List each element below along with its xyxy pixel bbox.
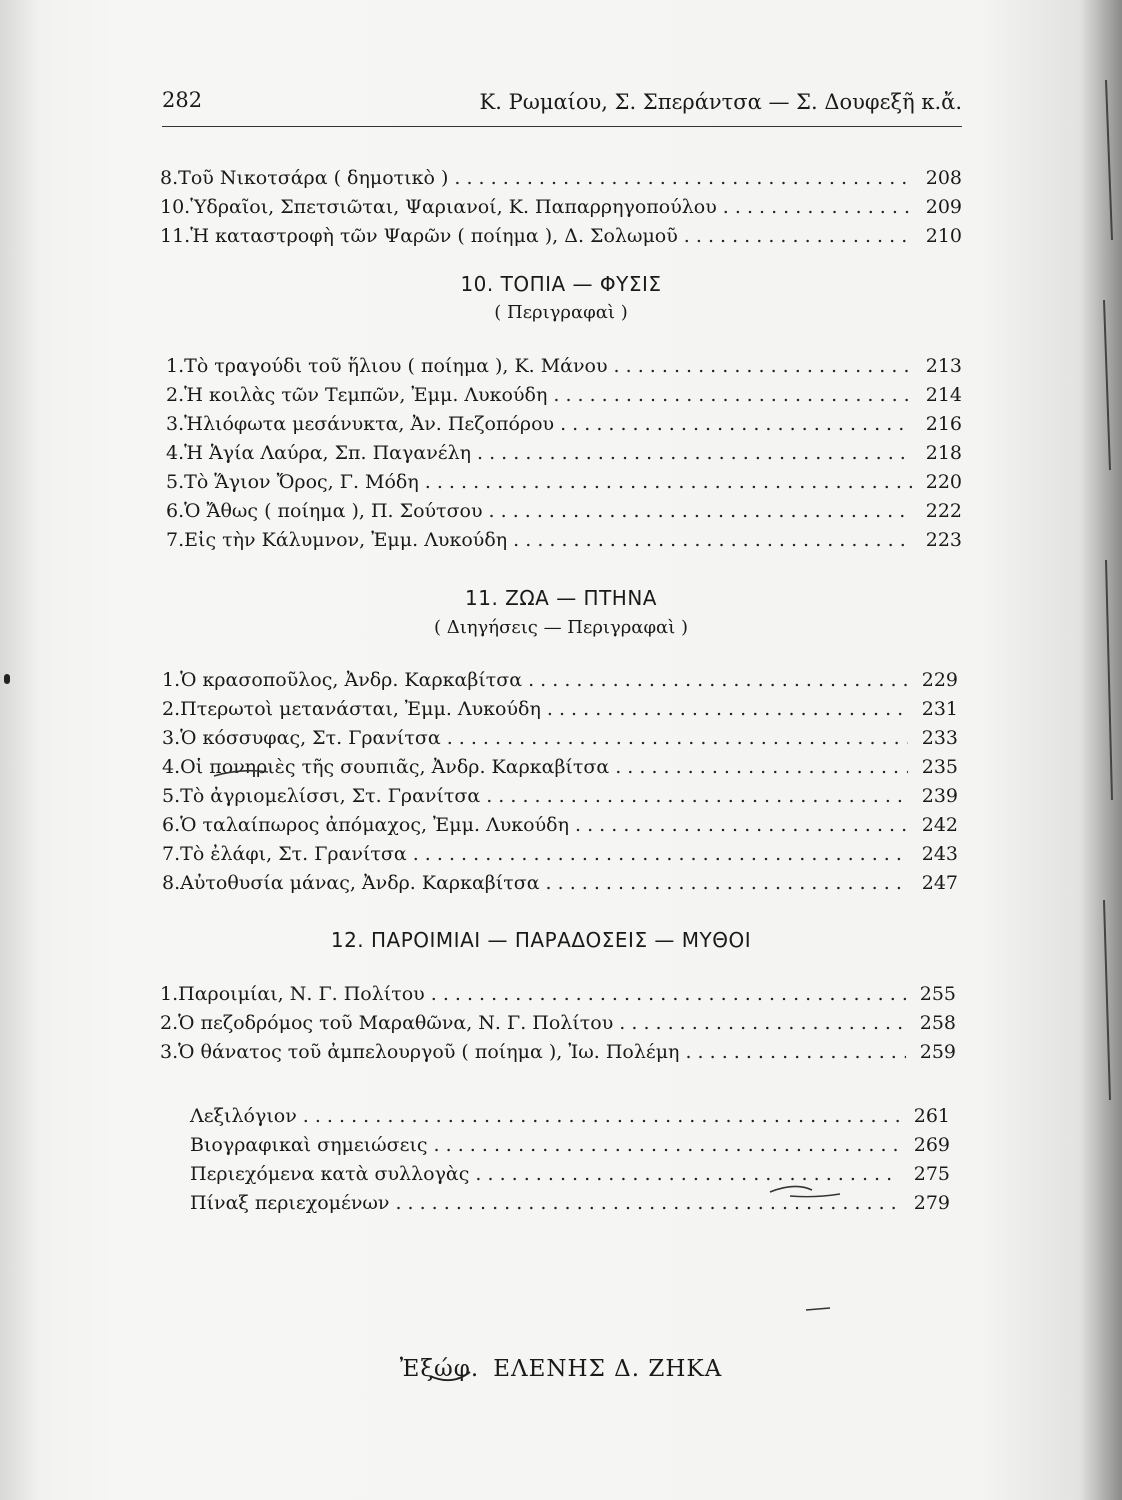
entry-page: 222 [925,500,962,522]
underline-mark [430,1372,470,1380]
entry-title: Ὑδραῖοι, Σπετσιῶται, Ψαριανοί, Κ. Παπαρρηγοπούλου [190,196,717,218]
entry-page: 269 [913,1134,950,1156]
entry-number: 3. [160,1041,179,1063]
entry-number: 2. [160,1012,179,1034]
section-title: 10. ΤΟΠΙΑ — ΦΥΣΙΣ [460,272,662,296]
entry-number: 1. [160,983,179,1005]
entry-page: 247 [921,872,958,894]
entry-title: Ὁ Ἄθως ( ποίημα ), Π. Σούτσου [184,500,483,522]
entry-title: Ἡ καταστροφὴ τῶν Ψαρῶν ( ποίημα ), Δ. Σολωμοῦ [190,225,678,247]
entry-title: Οἱ πονηριὲς τῆς σουπιᾶς, Ἀνδρ. Καρκαβίτσα [180,756,610,778]
entry-number: 2. [166,384,185,406]
entry-page: 220 [925,471,962,493]
page-number: 282 [162,88,203,112]
entry-number: 6. [162,814,181,836]
entry-title: Τὸ ἐλάφι, Στ. Γρανίτσα [180,843,407,865]
entry-title: Πτερωτοὶ μετανάσται, Ἐμμ. Λυκούδη [180,698,541,720]
running-title: Κ. Ρωμαίου, Σ. Σπεράντσα — Σ. Δουφεξῆ κ.ἄ. [479,90,962,114]
entry-number: 11. [160,225,191,247]
entry-title: Τὸ ἀγριομελίσσι, Στ. Γρανίτσα [180,785,481,807]
entry-number: 7. [162,843,181,865]
entry-title: Λεξιλόγιον [190,1105,297,1127]
entry-number: 8. [162,872,181,894]
dash-mark [806,1308,830,1310]
entry-title: Περιεχόμενα κατὰ συλλογὰς [190,1163,470,1185]
section-subtitle: ( Περιγραφαὶ ) [494,302,628,323]
entry-title: Αὐτοθυσία μάνας, Ἀνδρ. Καρκαβίτσα [180,872,540,894]
entry-number: 6. [166,500,185,522]
entry-title: Ἡ κοιλὰς τῶν Τεμπῶν, Ἐμμ. Λυκούδη [184,384,548,406]
entry-page: 243 [921,843,958,865]
colophon-label: Ἐξώφ. [399,1356,480,1382]
entry-title: Τὸ τραγούδι τοῦ ἥλιου ( ποίημα ), Κ. Μάνου [184,355,608,377]
entry-title: Ἡ Ἁγία Λαύρα, Σπ. Παγανέλη [184,442,472,464]
entry-page: 214 [925,384,962,406]
edge-mark [1104,80,1112,1100]
entry-title: Πίναξ περιεχομένων [190,1192,390,1214]
entry-page: 255 [919,983,956,1005]
entry-page: 216 [925,413,962,435]
entry-page: 208 [925,167,962,189]
entry-page: 275 [913,1163,950,1185]
entry-title: Ὁ κρασοποῦλος, Ἀνδρ. Καρκαβίτσα [180,669,523,691]
entry-page: 209 [925,196,962,218]
entry-title: Τὸ Ἅγιον Ὄρος, Γ. Μόδη [184,471,419,493]
entry-page: 279 [913,1192,950,1214]
curve-mark [770,1186,812,1192]
entry-page: 223 [925,529,962,551]
entry-number: 7. [166,529,185,551]
section-subtitle: ( Διηγήσεις — Περιγραφαὶ ) [433,617,689,638]
entry-page: 242 [921,814,958,836]
entry-number: 4. [166,442,185,464]
curve-mark [790,1194,840,1197]
entry-page: 210 [925,225,962,247]
entry-page: 258 [919,1012,956,1034]
underline-mark [214,771,268,776]
entry-title: Ὁ πεζοδρόμος τοῦ Μαραθῶνα, Ν. Γ. Πολίτου [178,1012,614,1034]
entry-number: 1. [162,669,181,691]
section-title: 11. ΖΩΑ — ΠΤΗΝΑ [465,586,657,610]
entry-page: 259 [919,1041,956,1063]
printer-name: ΕΛΕΝΗΣ Δ. ΖΗΚΑ [493,1356,723,1382]
entry-page: 235 [921,756,958,778]
entry-number: 3. [166,413,185,435]
entry-page: 218 [925,442,962,464]
edge-dot [4,674,10,684]
entry-page: 233 [921,727,958,749]
entry-page: 261 [913,1105,950,1127]
entry-page: 229 [921,669,958,691]
entry-title: Ὁ θάνατος τοῦ ἀμπελουργοῦ ( ποίημα ), Ἰω. Πολέμη [178,1041,680,1063]
entry-page: 239 [921,785,958,807]
entry-title: Τοῦ Νικοτσάρα ( δημοτικὸ ) [178,167,449,189]
section-title: 12. ΠΑΡΟΙΜΙΑΙ — ΠΑΡΑΔΟΣΕΙΣ — ΜΥΘΟΙ [330,928,752,952]
entry-title: Ὁ ταλαίπωρος ἀπόμαχος, Ἐμμ. Λυκούδη [180,814,569,836]
entry-number: 2. [162,698,181,720]
entry-number: 5. [162,785,181,807]
entry-page: 231 [921,698,958,720]
entry-number: 8. [160,167,179,189]
entry-title: Εἰς τὴν Κάλυμνον, Ἐμμ. Λυκούδη [184,529,508,551]
entry-number: 10. [160,196,191,218]
entry-page: 213 [925,355,962,377]
entry-title: Ὁ κόσσυφας, Στ. Γρανίτσα [180,727,441,749]
entry-number: 3. [162,727,181,749]
entry-title: Ἡλιόφωτα μεσάνυκτα, Ἀν. Πεζοπόρου [184,413,555,435]
entry-title: Βιογραφικαὶ σημειώσεις [190,1134,428,1156]
entry-title: Παροιμίαι, Ν. Γ. Πολίτου [178,983,425,1005]
entry-number: 4. [162,756,181,778]
entry-number: 5. [166,471,185,493]
entry-number: 1. [166,355,185,377]
